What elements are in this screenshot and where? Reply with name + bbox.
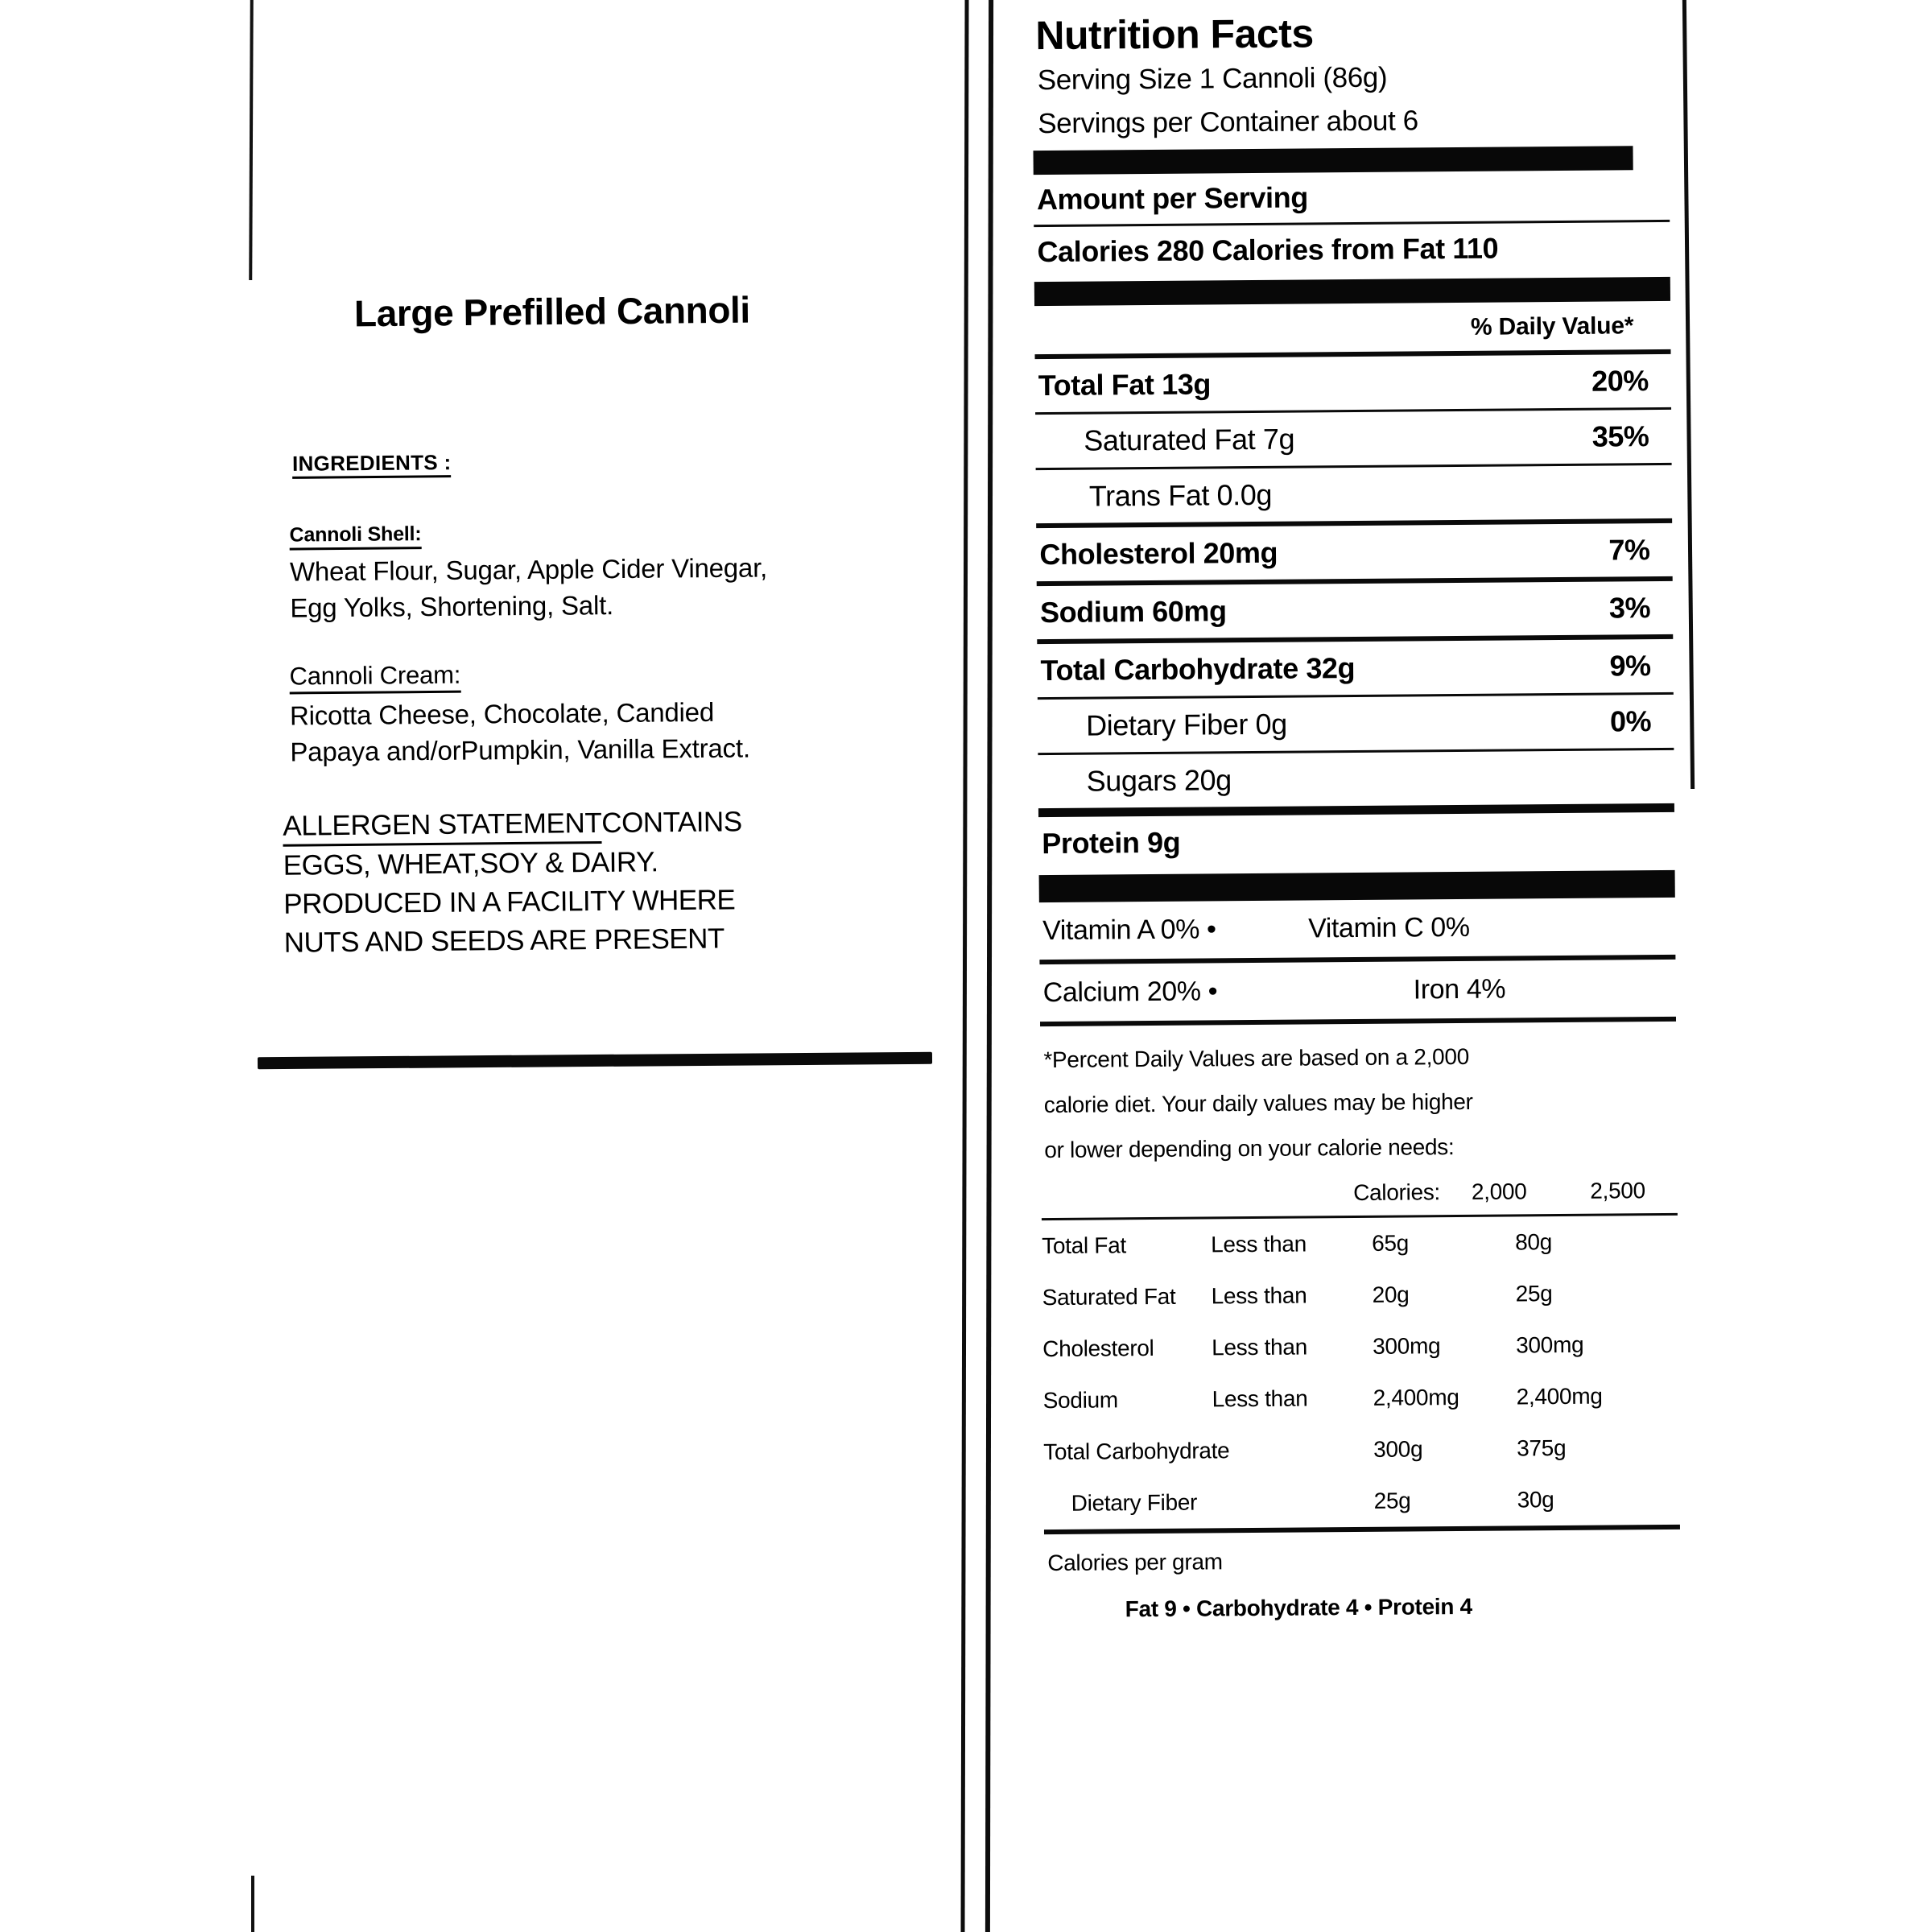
reference-value-2000: 20g [1372,1282,1410,1307]
ingredient-subheading-shell: Cannoli Shell: [289,522,421,550]
calcium-value: Calcium 20% • [1042,976,1218,1009]
reference-qualifier: Less than [1212,1334,1308,1360]
reference-value-2500: 2,400mg [1516,1383,1603,1410]
nutrition-panel-right-border [1682,0,1695,789]
nutrient-daily-value: 3% [1608,591,1651,625]
reference-value-2000: 300mg [1373,1333,1441,1359]
nutrient-label: Dietary Fiber 0g [1085,707,1287,742]
section-separator-rule [258,1052,932,1070]
ingredient-section-shell [289,519,767,625]
panel-left-edge-rule [249,0,254,280]
reference-value-2500: 25g [1515,1281,1553,1307]
allergen-line: PRODUCED IN A FACILITY WHERE [283,884,736,920]
nutrient-label: Trans Fat 0.0g [1088,477,1273,513]
nutrient-label: Protein 9g [1042,825,1181,861]
footnote-line: calorie diet. Your daily values may be higher [1043,1088,1473,1118]
allergen-statement [283,803,743,962]
nutrient-label: Sodium 60mg [1039,594,1227,630]
vitamin-row-a-c [1039,898,1676,960]
ingredient-line: Ricotta Cheese, Chocolate, Candied [289,696,715,731]
reference-value-2500: 300mg [1516,1331,1584,1358]
amount-per-serving-label: Amount per Serving [1036,180,1308,217]
calories-line: Calories 280 Calories from Fat 110 [1037,231,1499,269]
calories-per-gram-label: Calories per gram [1047,1549,1223,1576]
calories-per-gram-values: Fat 9 • Carbohydrate 4 • Protein 4 [1125,1593,1472,1622]
reference-qualifier: Less than [1212,1385,1308,1412]
reference-value-2500: 375g [1517,1435,1567,1461]
nutrient-daily-value: 7% [1608,533,1650,567]
ingredients-heading [292,450,452,477]
nutrient-daily-value: 9% [1609,649,1651,683]
daily-value-footnote [1040,1022,1677,1178]
ingredient-line: Papaya and/orPumpkin, Vanilla Extract. [290,733,750,767]
daily-value-header: % Daily Value* [1470,312,1634,341]
reference-value-2000: 65g [1372,1230,1410,1256]
ingredient-section-cream [289,658,750,770]
table-row [1043,1422,1679,1478]
vitamin-row-calcium-iron [1039,960,1676,1022]
nutrient-daily-value: 35% [1591,419,1649,453]
nutrient-row-saturated-fat [1035,410,1671,468]
iron-value: Iron 4% [1413,973,1506,1005]
panel-divider-line-2 [985,0,993,1932]
table-row [1042,1216,1678,1272]
table-row [1042,1319,1678,1375]
reference-nutrient-label: Dietary Fiber [1071,1489,1198,1516]
nutrient-row-total-carbohydrate [1037,639,1673,697]
ingredient-line: Wheat Flour, Sugar, Apple Cider Vinegar, [289,552,768,587]
nutrient-row-cholesterol [1036,523,1672,581]
reference-col-2500: 2,500 [1590,1178,1645,1203]
daily-value-reference-table [1042,1216,1680,1530]
nutrient-row-sodium [1037,581,1673,639]
reference-table-header [1042,1173,1678,1218]
panel-divider-line-1 [960,0,968,1932]
vitamin-c-value: Vitamin C 0% [1307,911,1470,944]
reference-nutrient-label: Cholesterol [1042,1335,1154,1362]
nutrient-row-sugars [1038,750,1674,808]
reference-nutrient-label: Saturated Fat [1042,1283,1176,1311]
reference-value-2000: 25g [1373,1488,1411,1513]
nutrient-label: Sugars 20g [1086,763,1232,798]
vitamin-a-value: Vitamin A 0% • [1042,914,1216,947]
allergen-heading-contains: CONTAINS [601,806,742,839]
allergen-heading: ALLERGEN STATEMENT [283,807,601,847]
nutrient-row-dietary-fiber [1038,695,1674,753]
nutrient-row-protein [1038,812,1674,870]
footnote-line: or lower depending on your calorie needs: [1044,1134,1455,1163]
reference-qualifier: Less than [1211,1282,1307,1309]
servings-per-container: Servings per Container about 6 [1038,105,1418,140]
spacer [1042,1181,1253,1208]
nutrient-daily-value: 20% [1591,364,1649,398]
reference-calories-label: Calories: [1353,1179,1441,1206]
footnote-line: *Percent Daily Values are based on a 2,000 [1043,1043,1470,1073]
nutrient-label: Cholesterol 20mg [1039,535,1278,572]
nutrient-row-trans-fat [1036,465,1672,523]
nutrient-label: Total Carbohydrate 32g [1040,651,1356,687]
reference-col-2000: 2,000 [1471,1179,1527,1204]
allergen-line: EGGS, WHEAT,SOY & DAIRY. [283,846,658,881]
panel-left-edge-rule-bottom [251,1876,254,1932]
reference-qualifier: Less than [1211,1231,1307,1257]
ingredient-subheading-cream: Cannoli Cream: [289,661,460,695]
reference-value-2500: 30g [1517,1487,1554,1513]
ingredients-heading-text: INGREDIENTS : [292,450,452,479]
nutrient-daily-value: 0% [1609,704,1652,738]
reference-nutrient-label: Total Carbohydrate [1043,1438,1230,1465]
spacer [1252,1181,1300,1207]
nutrient-label: Total Fat 13g [1038,367,1212,402]
nutrient-row-total-fat [1035,354,1671,412]
table-row [1042,1370,1678,1426]
serving-size: Serving Size 1 Cannoli (86g) [1037,61,1388,97]
product-info-panel [266,0,958,1932]
reference-value-2500: 80g [1515,1229,1553,1255]
nutrient-label: Saturated Fat 7g [1084,422,1295,457]
table-row [1042,1267,1678,1323]
nutrition-facts-title: Nutrition Facts [1035,10,1314,59]
nutrition-facts-panel [1032,7,1681,1623]
reference-nutrient-label: Total Fat [1042,1232,1126,1259]
ingredient-line: Egg Yolks, Shortening, Salt. [290,590,614,623]
reference-value-2000: 300g [1373,1436,1423,1462]
table-row [1043,1473,1679,1530]
reference-nutrient-label: Sodium [1042,1387,1118,1414]
allergen-line: NUTS AND SEEDS ARE PRESENT [283,923,725,959]
product-title: Large Prefilled Cannoli [353,288,751,335]
reference-value-2000: 2,400mg [1373,1385,1459,1410]
